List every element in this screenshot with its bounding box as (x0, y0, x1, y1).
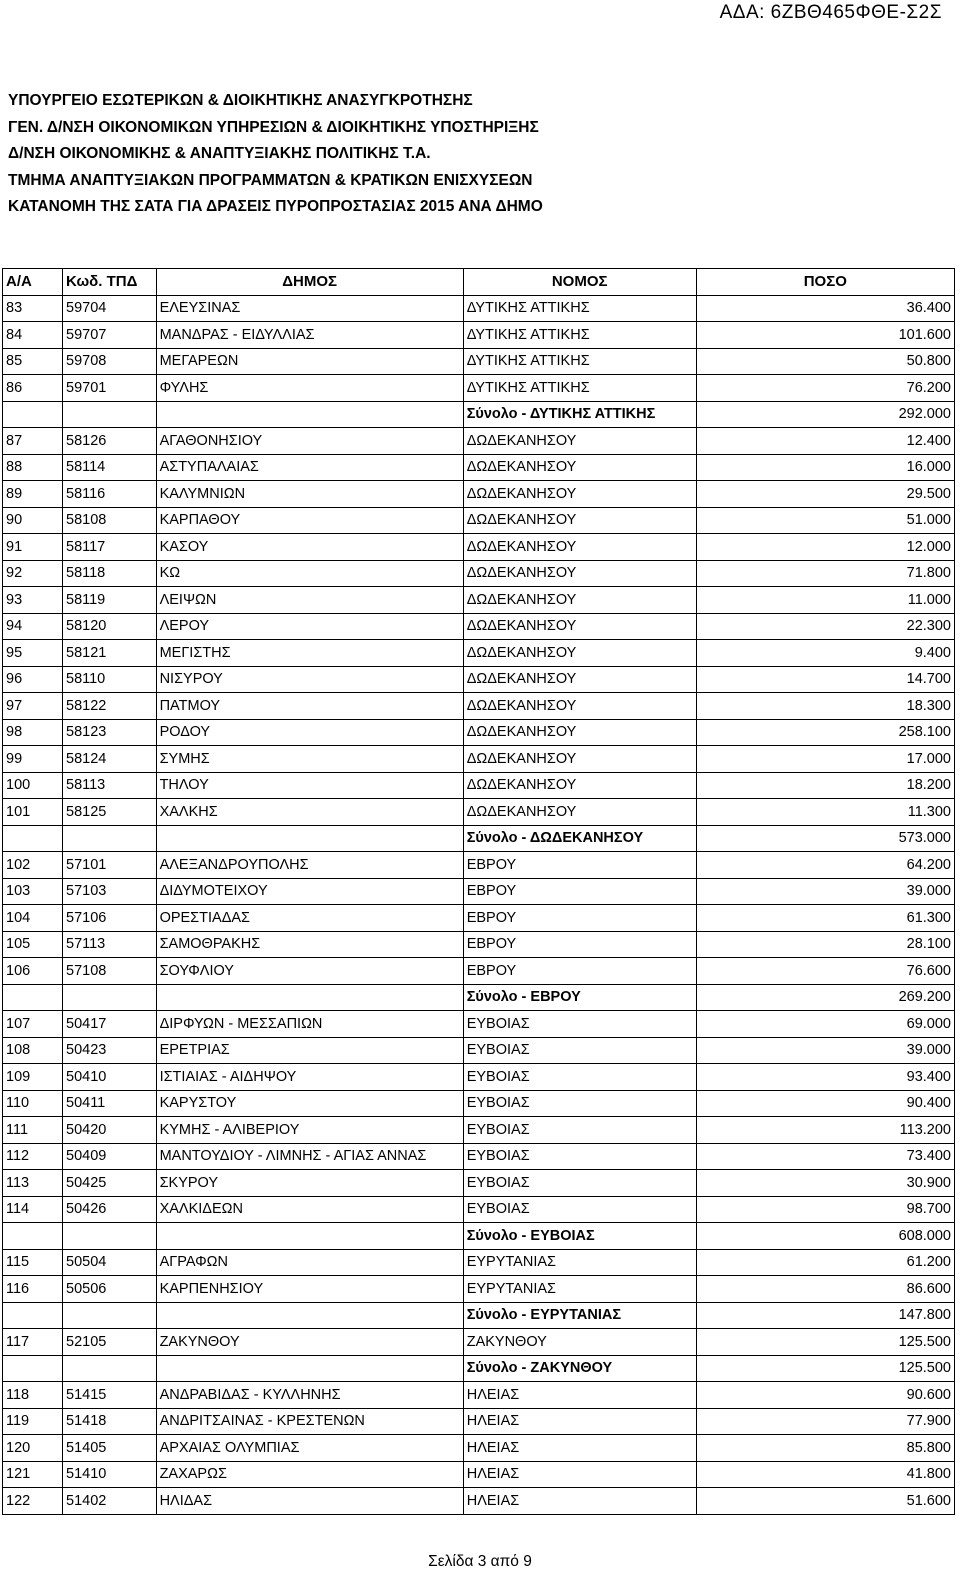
cell-prefecture: ΔΩΔΕΚΑΝΗΣΟΥ (463, 587, 696, 614)
cell-code: 58118 (63, 560, 157, 587)
cell-municipality: ΛΕΙΨΩΝ (156, 587, 463, 614)
cell-municipality: ΚΑΣΟΥ (156, 534, 463, 561)
table-row (3, 746, 955, 773)
table-row (3, 1117, 955, 1144)
heading-directorate: Δ/ΝΣΗ ΟΙΚΟΝΟΜΙΚΗΣ & ΑΝΑΠΤΥΞΙΑΚΗΣ ΠΟΛΙΤΙΚΗΣ Τ.Α. (8, 145, 431, 162)
cell-amount: 18.200 (696, 772, 954, 799)
cell-code: 50409 (63, 1143, 157, 1170)
table-row (3, 322, 955, 349)
table-row (3, 613, 955, 640)
table-row (3, 428, 955, 455)
cell-amount: 292.000 (696, 401, 954, 428)
cell-municipality: ΑΝΔΡΙΤΣΑΙΝΑΣ - ΚΡΕΣΤΕΝΩΝ (156, 1408, 463, 1435)
cell-code: 57101 (63, 852, 157, 879)
cell-amount: 9.400 (696, 640, 954, 667)
header-amount: ΠΟΣΟ (696, 269, 954, 296)
cell-code: 58114 (63, 454, 157, 481)
cell-municipality (156, 1302, 463, 1329)
cell-code: 59701 (63, 375, 157, 402)
table-row (3, 799, 955, 826)
cell-amount: 77.900 (696, 1408, 954, 1435)
table-row (3, 666, 955, 693)
cell-municipality: ΚΑΡΠΑΘΟΥ (156, 507, 463, 534)
cell-code: 58126 (63, 428, 157, 455)
cell-municipality: ΖΑΚΥΝΘΟΥ (156, 1329, 463, 1356)
cell-prefecture: ΕΥΒΟΙΑΣ (463, 1117, 696, 1144)
cell-municipality: ΠΑΤΜΟΥ (156, 693, 463, 720)
cell-amount: 269.200 (696, 984, 954, 1011)
cell-aa: 98 (3, 719, 63, 746)
cell-municipality: ΚΥΜΗΣ - ΑΛΙΒΕΡΙΟΥ (156, 1117, 463, 1144)
cell-municipality: ΖΑΧΑΡΩΣ (156, 1461, 463, 1488)
cell-aa: 91 (3, 534, 63, 561)
cell-amount: 608.000 (696, 1223, 954, 1250)
cell-aa: 95 (3, 640, 63, 667)
cell-aa: 107 (3, 1011, 63, 1038)
cell-municipality: ΕΛΕΥΣΙΝΑΣ (156, 295, 463, 322)
cell-aa: 88 (3, 454, 63, 481)
cell-code: 57103 (63, 878, 157, 905)
cell-aa: 90 (3, 507, 63, 534)
cell-code: 58122 (63, 693, 157, 720)
document-heading (8, 88, 543, 221)
cell-code: 57108 (63, 958, 157, 985)
heading-ministry: ΥΠΟΥΡΓΕΙΟ ΕΣΩΤΕΡΙΚΩΝ & ΔΙΟΙΚΗΤΙΚΗΣ ΑΝΑΣΥΓΚΡΟΤΗΣΗΣ (8, 92, 473, 109)
cell-code: 58110 (63, 666, 157, 693)
cell-aa: 97 (3, 693, 63, 720)
cell-prefecture: ΕΒΡΟΥ (463, 878, 696, 905)
table-row (3, 640, 955, 667)
cell-aa (3, 825, 63, 852)
cell-prefecture: ΕΥΡΥΤΑΝΙΑΣ (463, 1276, 696, 1303)
header-aa: Α/Α (3, 269, 63, 296)
cell-amount: 113.200 (696, 1117, 954, 1144)
table-row (3, 878, 955, 905)
table-row (3, 481, 955, 508)
cell-municipality (156, 401, 463, 428)
table-row (3, 905, 955, 932)
table-row (3, 1408, 955, 1435)
table-row (3, 1276, 955, 1303)
cell-code: 50410 (63, 1064, 157, 1091)
cell-prefecture: ΗΛΕΙΑΣ (463, 1382, 696, 1409)
cell-municipality: ΣΟΥΦΛΙΟΥ (156, 958, 463, 985)
cell-prefecture: Σύνολο - ΖΑΚΥΝΘΟΥ (463, 1355, 696, 1382)
table-row (3, 1329, 955, 1356)
cell-code: 58120 (63, 613, 157, 640)
cell-aa: 94 (3, 613, 63, 640)
cell-aa: 113 (3, 1170, 63, 1197)
cell-amount: 51.000 (696, 507, 954, 534)
subtotal-row (3, 984, 955, 1011)
cell-amount: 147.800 (696, 1302, 954, 1329)
page-number: Σελίδα 3 από 9 (428, 1553, 532, 1570)
cell-municipality (156, 1355, 463, 1382)
cell-amount: 30.900 (696, 1170, 954, 1197)
cell-amount: 73.400 (696, 1143, 954, 1170)
cell-prefecture: ΔΩΔΕΚΑΝΗΣΟΥ (463, 799, 696, 826)
cell-code: 50504 (63, 1249, 157, 1276)
cell-code: 51418 (63, 1408, 157, 1435)
cell-municipality: ΑΣΤΥΠΑΛΑΙΑΣ (156, 454, 463, 481)
table-row (3, 1382, 955, 1409)
cell-prefecture: ΖΑΚΥΝΘΟΥ (463, 1329, 696, 1356)
cell-municipality: ΜΕΓΙΣΤΗΣ (156, 640, 463, 667)
cell-amount: 11.000 (696, 587, 954, 614)
cell-amount: 258.100 (696, 719, 954, 746)
cell-municipality: ΦΥΛΗΣ (156, 375, 463, 402)
cell-municipality: ΚΑΡΥΣΤΟΥ (156, 1090, 463, 1117)
subtotal-row (3, 401, 955, 428)
cell-amount: 69.000 (696, 1011, 954, 1038)
cell-prefecture: ΔΩΔΕΚΑΝΗΣΟΥ (463, 746, 696, 773)
cell-amount: 101.600 (696, 322, 954, 349)
cell-municipality: ΔΙΔΥΜΟΤΕΙΧΟΥ (156, 878, 463, 905)
cell-code: 58116 (63, 481, 157, 508)
cell-amount: 14.700 (696, 666, 954, 693)
table-row (3, 454, 955, 481)
cell-aa: 119 (3, 1408, 63, 1435)
cell-aa: 108 (3, 1037, 63, 1064)
subtotal-row (3, 1223, 955, 1250)
cell-prefecture: ΔΩΔΕΚΑΝΗΣΟΥ (463, 693, 696, 720)
cell-prefecture: ΔΩΔΕΚΑΝΗΣΟΥ (463, 428, 696, 455)
cell-amount: 12.400 (696, 428, 954, 455)
cell-prefecture: ΔΩΔΕΚΑΝΗΣΟΥ (463, 666, 696, 693)
cell-code: 51410 (63, 1461, 157, 1488)
cell-amount: 36.400 (696, 295, 954, 322)
table-row (3, 1037, 955, 1064)
cell-code (63, 1302, 157, 1329)
table-row (3, 719, 955, 746)
cell-code: 50423 (63, 1037, 157, 1064)
cell-prefecture: ΕΒΡΟΥ (463, 931, 696, 958)
cell-amount: 71.800 (696, 560, 954, 587)
cell-municipality: ΡΟΔΟΥ (156, 719, 463, 746)
cell-amount: 16.000 (696, 454, 954, 481)
cell-municipality: ΝΙΣΥΡΟΥ (156, 666, 463, 693)
cell-prefecture: ΔΥΤΙΚΗΣ ΑΤΤΙΚΗΣ (463, 348, 696, 375)
cell-amount: 50.800 (696, 348, 954, 375)
cell-code: 50506 (63, 1276, 157, 1303)
cell-municipality: ΣΥΜΗΣ (156, 746, 463, 773)
cell-aa: 93 (3, 587, 63, 614)
cell-prefecture: Σύνολο - ΕΒΡΟΥ (463, 984, 696, 1011)
header-municipality: ΔΗΜΟΣ (156, 269, 463, 296)
cell-prefecture: ΔΩΔΕΚΑΝΗΣΟΥ (463, 640, 696, 667)
cell-amount: 61.200 (696, 1249, 954, 1276)
cell-code: 58119 (63, 587, 157, 614)
cell-municipality: ΜΑΝΤΟΥΔΙΟΥ - ΛΙΜΝΗΣ - ΑΓΙΑΣ ΑΝΝΑΣ (156, 1143, 463, 1170)
table-row (3, 1064, 955, 1091)
cell-prefecture: ΔΥΤΙΚΗΣ ΑΤΤΙΚΗΣ (463, 375, 696, 402)
cell-aa: 103 (3, 878, 63, 905)
cell-amount: 11.300 (696, 799, 954, 826)
cell-amount: 86.600 (696, 1276, 954, 1303)
cell-aa: 102 (3, 852, 63, 879)
table-row (3, 693, 955, 720)
cell-municipality: ΧΑΛΚΙΔΕΩΝ (156, 1196, 463, 1223)
cell-amount: 90.600 (696, 1382, 954, 1409)
cell-aa: 110 (3, 1090, 63, 1117)
cell-code: 58108 (63, 507, 157, 534)
table-row (3, 534, 955, 561)
cell-prefecture: ΕΒΡΟΥ (463, 905, 696, 932)
cell-amount: 22.300 (696, 613, 954, 640)
cell-code: 51415 (63, 1382, 157, 1409)
cell-aa: 116 (3, 1276, 63, 1303)
cell-code: 50420 (63, 1117, 157, 1144)
cell-municipality: ΤΗΛΟΥ (156, 772, 463, 799)
cell-code: 58117 (63, 534, 157, 561)
table-row (3, 1461, 955, 1488)
ada-code: ΑΔΑ: 6ΖΒΘ465ΦΘΕ-Σ2Σ (719, 2, 942, 23)
cell-prefecture: ΗΛΕΙΑΣ (463, 1435, 696, 1462)
cell-code: 50425 (63, 1170, 157, 1197)
cell-aa: 121 (3, 1461, 63, 1488)
cell-municipality: ΜΕΓΑΡΕΩΝ (156, 348, 463, 375)
cell-prefecture: ΔΩΔΕΚΑΝΗΣΟΥ (463, 507, 696, 534)
cell-aa: 117 (3, 1329, 63, 1356)
table-row (3, 772, 955, 799)
cell-prefecture: ΗΛΕΙΑΣ (463, 1488, 696, 1515)
table-row (3, 1090, 955, 1117)
cell-code: 58123 (63, 719, 157, 746)
table-row (3, 931, 955, 958)
cell-prefecture: Σύνολο - ΔΥΤΙΚΗΣ ΑΤΤΙΚΗΣ (463, 401, 696, 428)
cell-prefecture: ΔΩΔΕΚΑΝΗΣΟΥ (463, 719, 696, 746)
cell-prefecture: ΔΩΔΕΚΑΝΗΣΟΥ (463, 481, 696, 508)
cell-amount: 39.000 (696, 878, 954, 905)
cell-amount: 41.800 (696, 1461, 954, 1488)
cell-amount: 573.000 (696, 825, 954, 852)
cell-aa (3, 1355, 63, 1382)
cell-prefecture: ΕΥΒΟΙΑΣ (463, 1064, 696, 1091)
cell-municipality: ΜΑΝΔΡΑΣ - ΕΙΔΥΛΛΙΑΣ (156, 322, 463, 349)
cell-amount: 64.200 (696, 852, 954, 879)
cell-municipality: ΚΑΛΥΜΝΙΩΝ (156, 481, 463, 508)
cell-prefecture: Σύνολο - ΕΥΡΥΤΑΝΙΑΣ (463, 1302, 696, 1329)
cell-code: 59707 (63, 322, 157, 349)
cell-prefecture: ΔΩΔΕΚΑΝΗΣΟΥ (463, 613, 696, 640)
table-header-row (3, 269, 955, 296)
cell-municipality (156, 825, 463, 852)
cell-amount: 125.500 (696, 1329, 954, 1356)
cell-aa: 89 (3, 481, 63, 508)
table-row (3, 348, 955, 375)
cell-amount: 76.600 (696, 958, 954, 985)
cell-code (63, 1355, 157, 1382)
cell-code: 50411 (63, 1090, 157, 1117)
cell-aa: 120 (3, 1435, 63, 1462)
cell-prefecture: ΕΥΒΟΙΑΣ (463, 1143, 696, 1170)
heading-department: ΤΜΗΜΑ ΑΝΑΠΤΥΞΙΑΚΩΝ ΠΡΟΓΡΑΜΜΑΤΩΝ & ΚΡΑΤΙΚΩΝ ΕΝΙΣΧΥΣΕΩΝ (8, 171, 533, 189)
table-row (3, 1143, 955, 1170)
cell-code: 59708 (63, 348, 157, 375)
cell-municipality (156, 1223, 463, 1250)
cell-municipality: ΑΓΑΘΟΝΗΣΙΟΥ (156, 428, 463, 455)
cell-prefecture: ΕΒΡΟΥ (463, 852, 696, 879)
cell-aa: 104 (3, 905, 63, 932)
cell-aa: 112 (3, 1143, 63, 1170)
cell-prefecture: ΕΥΒΟΙΑΣ (463, 1090, 696, 1117)
cell-aa: 87 (3, 428, 63, 455)
cell-aa (3, 401, 63, 428)
cell-aa: 111 (3, 1117, 63, 1144)
subtotal-row (3, 825, 955, 852)
allocation-table (2, 268, 955, 1515)
cell-code: 52105 (63, 1329, 157, 1356)
cell-municipality: ΗΛΙΔΑΣ (156, 1488, 463, 1515)
cell-municipality: ΑΓΡΑΦΩΝ (156, 1249, 463, 1276)
table-row (3, 1196, 955, 1223)
table-row (3, 375, 955, 402)
cell-aa: 92 (3, 560, 63, 587)
cell-municipality: ΕΡΕΤΡΙΑΣ (156, 1037, 463, 1064)
cell-aa: 84 (3, 322, 63, 349)
cell-code: 51405 (63, 1435, 157, 1462)
table-row (3, 958, 955, 985)
cell-prefecture: Σύνολο - ΕΥΒΟΙΑΣ (463, 1223, 696, 1250)
cell-aa: 115 (3, 1249, 63, 1276)
table-row (3, 587, 955, 614)
cell-code (63, 401, 157, 428)
cell-amount: 12.000 (696, 534, 954, 561)
subtotal-row (3, 1355, 955, 1382)
cell-municipality: ΑΡΧΑΙΑΣ ΟΛΥΜΠΙΑΣ (156, 1435, 463, 1462)
cell-municipality: ΑΛΕΞΑΝΔΡΟΥΠΟΛΗΣ (156, 852, 463, 879)
cell-municipality: ΣΑΜΟΘΡΑΚΗΣ (156, 931, 463, 958)
cell-aa: 83 (3, 295, 63, 322)
table-row (3, 1488, 955, 1515)
cell-aa: 106 (3, 958, 63, 985)
cell-amount: 29.500 (696, 481, 954, 508)
cell-aa (3, 984, 63, 1011)
cell-aa: 101 (3, 799, 63, 826)
cell-prefecture: ΕΥΒΟΙΑΣ (463, 1011, 696, 1038)
cell-aa (3, 1223, 63, 1250)
cell-amount: 18.300 (696, 693, 954, 720)
cell-aa: 96 (3, 666, 63, 693)
cell-amount: 90.400 (696, 1090, 954, 1117)
table-row (3, 295, 955, 322)
table-row (3, 1249, 955, 1276)
cell-amount: 85.800 (696, 1435, 954, 1462)
subtotal-row (3, 1302, 955, 1329)
cell-municipality: ΛΕΡΟΥ (156, 613, 463, 640)
cell-amount: 76.200 (696, 375, 954, 402)
table-row (3, 1170, 955, 1197)
heading-general-directorate: ΓΕΝ. Δ/ΝΣΗ ΟΙΚΟΝΟΜΙΚΩΝ ΥΠΗΡΕΣΙΩΝ & ΔΙΟΙΚΗΤΙΚΗΣ ΥΠΟΣΤΗΡΙΞΗΣ (8, 118, 539, 136)
cell-code: 58113 (63, 772, 157, 799)
cell-municipality: ΣΚΥΡΟΥ (156, 1170, 463, 1197)
cell-prefecture: ΔΩΔΕΚΑΝΗΣΟΥ (463, 560, 696, 587)
header-code: Κωδ. ΤΠΔ (63, 269, 157, 296)
cell-code (63, 825, 157, 852)
cell-aa: 109 (3, 1064, 63, 1091)
cell-amount: 17.000 (696, 746, 954, 773)
cell-prefecture: ΔΩΔΕΚΑΝΗΣΟΥ (463, 534, 696, 561)
cell-amount: 93.400 (696, 1064, 954, 1091)
cell-amount: 125.500 (696, 1355, 954, 1382)
cell-prefecture: ΗΛΕΙΑΣ (463, 1408, 696, 1435)
cell-aa: 99 (3, 746, 63, 773)
table-row (3, 1011, 955, 1038)
cell-amount: 39.000 (696, 1037, 954, 1064)
cell-amount: 98.700 (696, 1196, 954, 1223)
cell-aa: 100 (3, 772, 63, 799)
cell-code: 51402 (63, 1488, 157, 1515)
cell-prefecture: ΔΥΤΙΚΗΣ ΑΤΤΙΚΗΣ (463, 322, 696, 349)
cell-code: 50417 (63, 1011, 157, 1038)
cell-code: 58125 (63, 799, 157, 826)
cell-aa: 85 (3, 348, 63, 375)
cell-municipality: ΔΙΡΦΥΩΝ - ΜΕΣΣΑΠΙΩΝ (156, 1011, 463, 1038)
cell-aa: 105 (3, 931, 63, 958)
cell-code: 57106 (63, 905, 157, 932)
cell-prefecture: ΕΥΒΟΙΑΣ (463, 1170, 696, 1197)
cell-prefecture: ΕΥΒΟΙΑΣ (463, 1196, 696, 1223)
cell-prefecture: ΔΥΤΙΚΗΣ ΑΤΤΙΚΗΣ (463, 295, 696, 322)
cell-code: 50426 (63, 1196, 157, 1223)
cell-municipality (156, 984, 463, 1011)
cell-prefecture: ΕΥΡΥΤΑΝΙΑΣ (463, 1249, 696, 1276)
cell-municipality: ΚΑΡΠΕΝΗΣΙΟΥ (156, 1276, 463, 1303)
header-prefecture: ΝΟΜΟΣ (463, 269, 696, 296)
cell-prefecture: Σύνολο - ΔΩΔΕΚΑΝΗΣΟΥ (463, 825, 696, 852)
table-row (3, 507, 955, 534)
cell-municipality: ΟΡΕΣΤΙΑΔΑΣ (156, 905, 463, 932)
cell-prefecture: ΕΥΒΟΙΑΣ (463, 1037, 696, 1064)
cell-aa (3, 1302, 63, 1329)
cell-municipality: ΙΣΤΙΑΙΑΣ - ΑΙΔΗΨΟΥ (156, 1064, 463, 1091)
cell-code: 57113 (63, 931, 157, 958)
cell-code (63, 1223, 157, 1250)
cell-aa: 118 (3, 1382, 63, 1409)
cell-aa: 122 (3, 1488, 63, 1515)
cell-code (63, 984, 157, 1011)
cell-prefecture: ΔΩΔΕΚΑΝΗΣΟΥ (463, 772, 696, 799)
cell-code: 58124 (63, 746, 157, 773)
cell-municipality: ΧΑΛΚΗΣ (156, 799, 463, 826)
cell-aa: 114 (3, 1196, 63, 1223)
cell-municipality: ΑΝΔΡΑΒΙΔΑΣ - ΚΥΛΛΗΝΗΣ (156, 1382, 463, 1409)
cell-prefecture: ΗΛΕΙΑΣ (463, 1461, 696, 1488)
cell-amount: 28.100 (696, 931, 954, 958)
cell-code: 58121 (63, 640, 157, 667)
table-row (3, 1435, 955, 1462)
cell-amount: 51.600 (696, 1488, 954, 1515)
cell-prefecture: ΕΒΡΟΥ (463, 958, 696, 985)
table-row (3, 560, 955, 587)
heading-title: ΚΑΤΑΝΟΜΗ ΤΗΣ ΣΑΤΑ ΓΙΑ ΔΡΑΣΕΙΣ ΠΥΡΟΠΡΟΣΤΑΣΙΑΣ 2015 ΑΝΑ ΔΗΜΟ (8, 198, 543, 215)
table-row (3, 852, 955, 879)
cell-code: 59704 (63, 295, 157, 322)
cell-municipality: ΚΩ (156, 560, 463, 587)
cell-aa: 86 (3, 375, 63, 402)
cell-prefecture: ΔΩΔΕΚΑΝΗΣΟΥ (463, 454, 696, 481)
cell-amount: 61.300 (696, 905, 954, 932)
